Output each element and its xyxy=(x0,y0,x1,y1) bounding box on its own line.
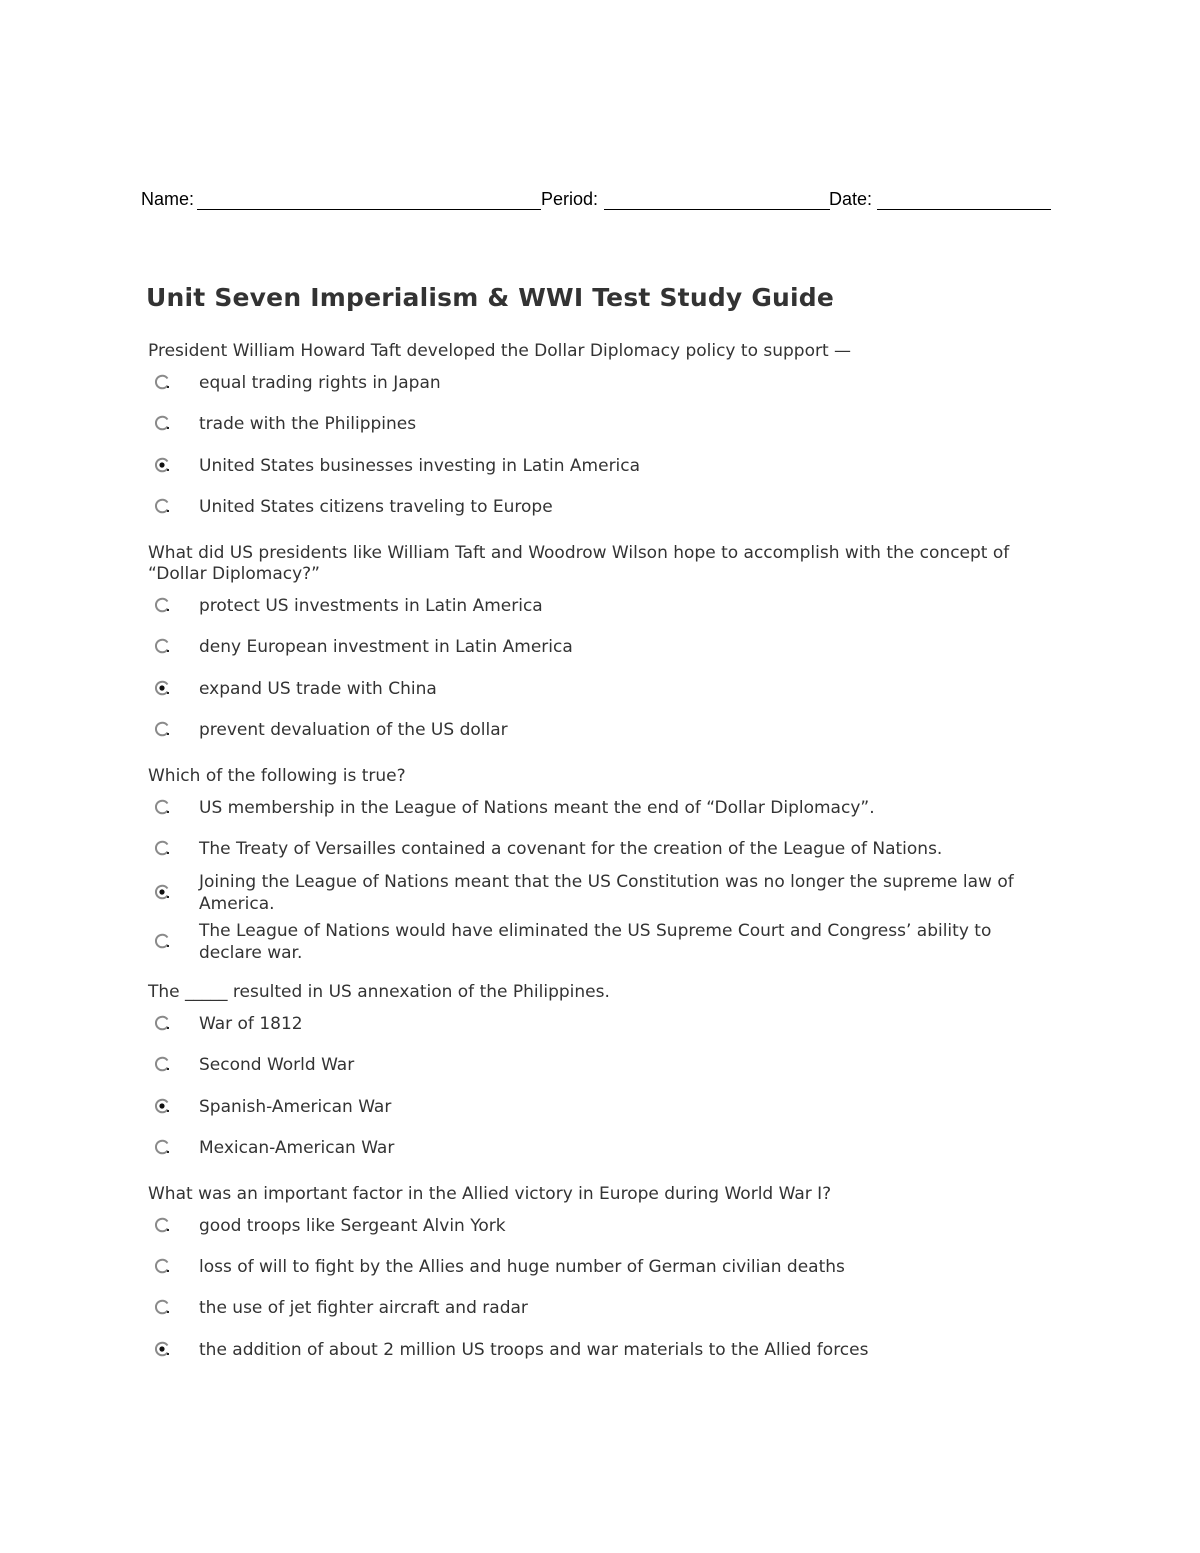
radio-selected-icon[interactable] xyxy=(153,1097,171,1115)
answer-option-label: prevent devaluation of the US dollar xyxy=(199,720,508,740)
question-text: What was an important factor in the Allied victory in Europe during World War I? xyxy=(148,1184,832,1204)
answer-option-label: United States citizens traveling to Europe xyxy=(199,497,553,517)
period-field[interactable] xyxy=(541,189,598,210)
radio-icon[interactable] xyxy=(153,720,171,738)
answer-option[interactable] xyxy=(150,1252,1030,1282)
radio-icon[interactable] xyxy=(153,373,171,391)
answer-option-label: trade with the Philippines xyxy=(199,414,417,434)
date-field[interactable] xyxy=(829,189,872,210)
radio-selected-icon[interactable] xyxy=(153,1340,171,1358)
answer-option-label: expand US trade with China xyxy=(199,679,437,699)
answer-option-label: Second World War xyxy=(199,1055,355,1075)
answer-option-label: War of 1812 xyxy=(199,1014,303,1034)
radio-icon[interactable] xyxy=(153,596,171,614)
answer-option[interactable] xyxy=(150,632,1030,662)
answer-option-label: equal trading rights in Japan xyxy=(199,373,441,393)
answer-option[interactable] xyxy=(150,921,1030,963)
answer-option[interactable] xyxy=(150,1092,1030,1122)
question-text: What did US presidents like William Taft and Woodrow Wilson hope to accomplish with the concept of “Dollar Diplomacy?” xyxy=(148,543,1010,584)
answer-option-label: deny European investment in Latin America xyxy=(199,637,573,657)
radio-icon[interactable] xyxy=(153,839,171,857)
radio-icon[interactable] xyxy=(153,932,171,950)
answer-option[interactable] xyxy=(150,1293,1030,1323)
answer-option-label: loss of will to fight by the Allies and huge number of German civilian deaths xyxy=(199,1257,845,1277)
radio-icon[interactable] xyxy=(153,497,171,515)
radio-icon[interactable] xyxy=(153,414,171,432)
name-field[interactable] xyxy=(141,189,194,210)
answer-option-label: Spanish-American War xyxy=(199,1097,392,1117)
period-blank-line xyxy=(604,209,830,210)
date-label: Date: xyxy=(829,189,873,209)
answer-option-label: protect US investments in Latin America xyxy=(199,596,543,616)
answer-option[interactable] xyxy=(150,793,1030,823)
date-blank-line xyxy=(877,209,1051,210)
answer-option-label: Joining the League of Nations meant that the US Constitution was no longer the supreme law of America. xyxy=(199,872,1014,914)
answer-option[interactable] xyxy=(150,591,1030,621)
answer-option-label: US membership in the League of Nations meant the end of “Dollar Diplomacy”. xyxy=(199,798,875,818)
answer-option-label: United States businesses investing in Latin America xyxy=(199,456,641,476)
radio-icon[interactable] xyxy=(153,1298,171,1316)
radio-icon[interactable] xyxy=(153,637,171,655)
radio-icon[interactable] xyxy=(153,798,171,816)
answer-option-label: good troops like Sergeant Alvin York xyxy=(199,1216,506,1236)
answer-option-label: the addition of about 2 million US troops and war materials to the Allied forces xyxy=(199,1340,869,1360)
answer-option[interactable] xyxy=(150,1050,1030,1080)
radio-icon[interactable] xyxy=(153,1216,171,1234)
radio-icon[interactable] xyxy=(153,1014,171,1032)
radio-icon[interactable] xyxy=(153,1138,171,1156)
answer-option[interactable] xyxy=(150,834,1030,864)
answer-option[interactable] xyxy=(150,409,1030,439)
answer-option[interactable] xyxy=(150,451,1030,481)
question-text: President William Howard Taft developed the Dollar Diplomacy policy to support — xyxy=(148,341,852,361)
question-text: The _____ resulted in US annexation of the Philippines. xyxy=(148,982,610,1002)
page-title: Unit Seven Imperialism & WWI Test Study Guide xyxy=(146,283,835,312)
radio-selected-icon[interactable] xyxy=(153,883,171,901)
answer-option[interactable] xyxy=(150,872,1030,914)
name-label: Name: xyxy=(141,189,195,209)
radio-icon[interactable] xyxy=(153,1055,171,1073)
name-blank-line xyxy=(197,209,541,210)
answer-option[interactable] xyxy=(150,1133,1030,1163)
answer-option[interactable] xyxy=(150,715,1030,745)
radio-icon[interactable] xyxy=(153,1257,171,1275)
answer-option-label: The Treaty of Versailles contained a covenant for the creation of the League of Nations. xyxy=(199,839,943,859)
radio-selected-icon[interactable] xyxy=(153,679,171,697)
answer-option[interactable] xyxy=(150,492,1030,522)
answer-option[interactable] xyxy=(150,674,1030,704)
answer-option-label: the use of jet fighter aircraft and radar xyxy=(199,1298,528,1318)
radio-selected-icon[interactable] xyxy=(153,456,171,474)
answer-option[interactable] xyxy=(150,1009,1030,1039)
answer-option-label: Mexican-American War xyxy=(199,1138,395,1158)
answer-option-label: The League of Nations would have eliminated the US Supreme Court and Congress’ ability to declare war. xyxy=(199,921,992,963)
question-text: Which of the following is true? xyxy=(148,766,406,786)
answer-option[interactable] xyxy=(150,1211,1030,1241)
name-period-date-header xyxy=(141,189,1051,213)
period-label: Period: xyxy=(541,189,599,209)
answer-option[interactable] xyxy=(150,368,1030,398)
answer-option[interactable] xyxy=(150,1335,1030,1365)
